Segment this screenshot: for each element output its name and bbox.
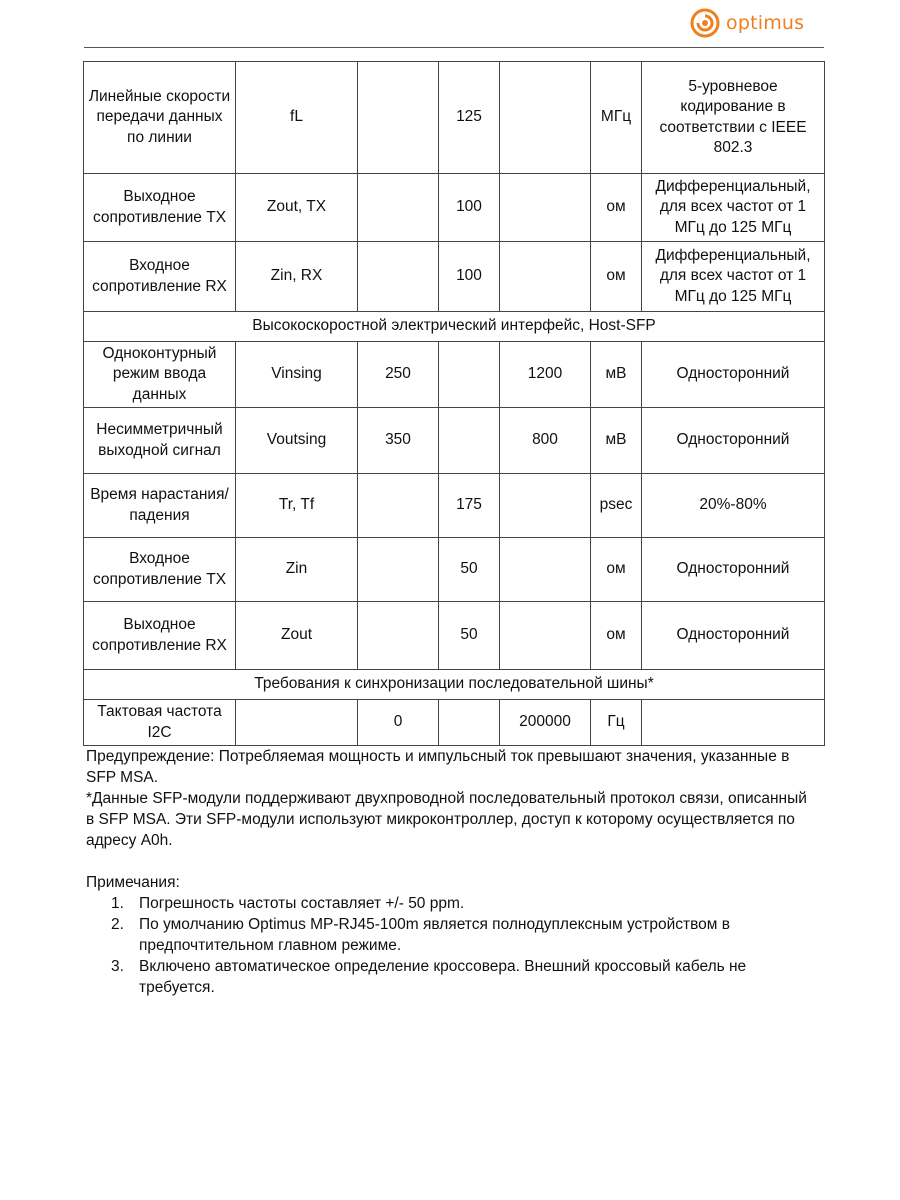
param-name-cell: Входное сопротивление TX xyxy=(84,538,236,602)
footnote-text: *Данные SFP-модули поддерживают двухпроводной последовательный протокол связи, описанный в SFP MSA. Эти SFP-модули используют микроконтроллер, доступ к которому осуществляется по адресу A0h. xyxy=(86,790,807,849)
symbol-cell: fL xyxy=(236,62,358,174)
table-row xyxy=(84,474,825,538)
notes-list xyxy=(86,893,816,998)
typ-cell: 50 xyxy=(439,538,500,602)
note-cell: Дифференциальный, для всех частот от 1 МГц до 125 МГц xyxy=(642,174,825,242)
unit-cell: ом xyxy=(591,174,642,242)
max-cell xyxy=(500,62,591,174)
typ-cell xyxy=(439,408,500,474)
table-row xyxy=(84,538,825,602)
spec-table xyxy=(83,61,825,746)
table-row xyxy=(84,174,825,242)
note-item: 2. По умолчанию Optimus MP-RJ45-100m является полнодуплексным устройством в предпочтительном главном режиме. xyxy=(111,916,730,954)
note-item: 3. Включено автоматическое определение кроссовера. Внешний кроссовый кабель не требуется. xyxy=(111,958,747,996)
table-row xyxy=(84,342,825,408)
table-row xyxy=(84,408,825,474)
section-row xyxy=(84,670,825,700)
note-cell: 5-уровневое кодирование в соответствии с IEEE 802.3 xyxy=(642,62,825,174)
note-cell xyxy=(642,700,825,746)
unit-cell: МГц xyxy=(591,62,642,174)
note-cell: Односторонний xyxy=(642,408,825,474)
symbol-cell: Zin xyxy=(236,538,358,602)
note-cell: Дифференциальный, для всех частот от 1 МГц до 125 МГц xyxy=(642,242,825,312)
param-name-cell: Тактовая частота I2C xyxy=(84,700,236,746)
min-cell xyxy=(358,62,439,174)
note-cell: Односторонний xyxy=(642,602,825,670)
typ-cell: 100 xyxy=(439,174,500,242)
min-cell xyxy=(358,474,439,538)
unit-cell: ом xyxy=(591,602,642,670)
unit-cell: psec xyxy=(591,474,642,538)
min-cell xyxy=(358,538,439,602)
max-cell: 1200 xyxy=(500,342,591,408)
symbol-cell: Vinsing xyxy=(236,342,358,408)
param-name-cell: Линейные скорости передачи данных по линии xyxy=(84,62,236,174)
brand-name: optimus xyxy=(726,12,805,34)
min-cell xyxy=(358,602,439,670)
min-cell: 0 xyxy=(358,700,439,746)
unit-cell: Гц xyxy=(591,700,642,746)
max-cell: 800 xyxy=(500,408,591,474)
section-header-cell: Высокоскоростной электрический интерфейс, Host-SFP xyxy=(84,312,825,342)
param-name-cell: Одноконтурный режим ввода данных xyxy=(84,342,236,408)
section-header-cell: Требования к синхронизации последовательной шины* xyxy=(84,670,825,700)
notes-block xyxy=(86,746,816,998)
min-cell: 350 xyxy=(358,408,439,474)
section-row xyxy=(84,312,825,342)
param-name-cell: Выходное сопротивление TX xyxy=(84,174,236,242)
typ-cell: 100 xyxy=(439,242,500,312)
unit-cell: ом xyxy=(591,242,642,312)
note-cell: Односторонний xyxy=(642,538,825,602)
warning-text: Предупреждение: Потребляемая мощность и импульсный ток превышают значения, указанные в SFP MSA. xyxy=(86,748,790,786)
table-row xyxy=(84,62,825,174)
max-cell xyxy=(500,602,591,670)
min-cell xyxy=(358,242,439,312)
unit-cell: ом xyxy=(591,538,642,602)
max-cell xyxy=(500,174,591,242)
spacer xyxy=(86,851,816,872)
param-name-cell: Выходное сопротивление RX xyxy=(84,602,236,670)
note-item: 1. Погрешность частоты составляет +/- 50 ppm. xyxy=(111,895,465,912)
note-cell: Односторонний xyxy=(642,342,825,408)
symbol-cell xyxy=(236,700,358,746)
symbol-cell: Zin, RX xyxy=(236,242,358,312)
brand-logo xyxy=(690,8,804,38)
max-cell xyxy=(500,538,591,602)
min-cell xyxy=(358,174,439,242)
header-divider xyxy=(84,47,824,48)
symbol-cell: Zout, TX xyxy=(236,174,358,242)
table-row xyxy=(84,242,825,312)
unit-cell: мВ xyxy=(591,408,642,474)
param-name-cell: Несимметричный выходной сигнал xyxy=(84,408,236,474)
max-cell: 200000 xyxy=(500,700,591,746)
typ-cell xyxy=(439,700,500,746)
symbol-cell: Voutsing xyxy=(236,408,358,474)
min-cell: 250 xyxy=(358,342,439,408)
table-row xyxy=(84,700,825,746)
note-cell: 20%-80% xyxy=(642,474,825,538)
symbol-cell: Zout xyxy=(236,602,358,670)
notes-title: Примечания: xyxy=(86,874,180,891)
param-name-cell: Время нарастания/падения xyxy=(84,474,236,538)
param-name-cell: Входное сопротивление RX xyxy=(84,242,236,312)
symbol-cell: Tr, Tf xyxy=(236,474,358,538)
typ-cell: 175 xyxy=(439,474,500,538)
typ-cell: 50 xyxy=(439,602,500,670)
typ-cell xyxy=(439,342,500,408)
typ-cell: 125 xyxy=(439,62,500,174)
table-row xyxy=(84,602,825,670)
unit-cell: мВ xyxy=(591,342,642,408)
max-cell xyxy=(500,242,591,312)
optimus-logo-icon xyxy=(690,8,720,38)
max-cell xyxy=(500,474,591,538)
